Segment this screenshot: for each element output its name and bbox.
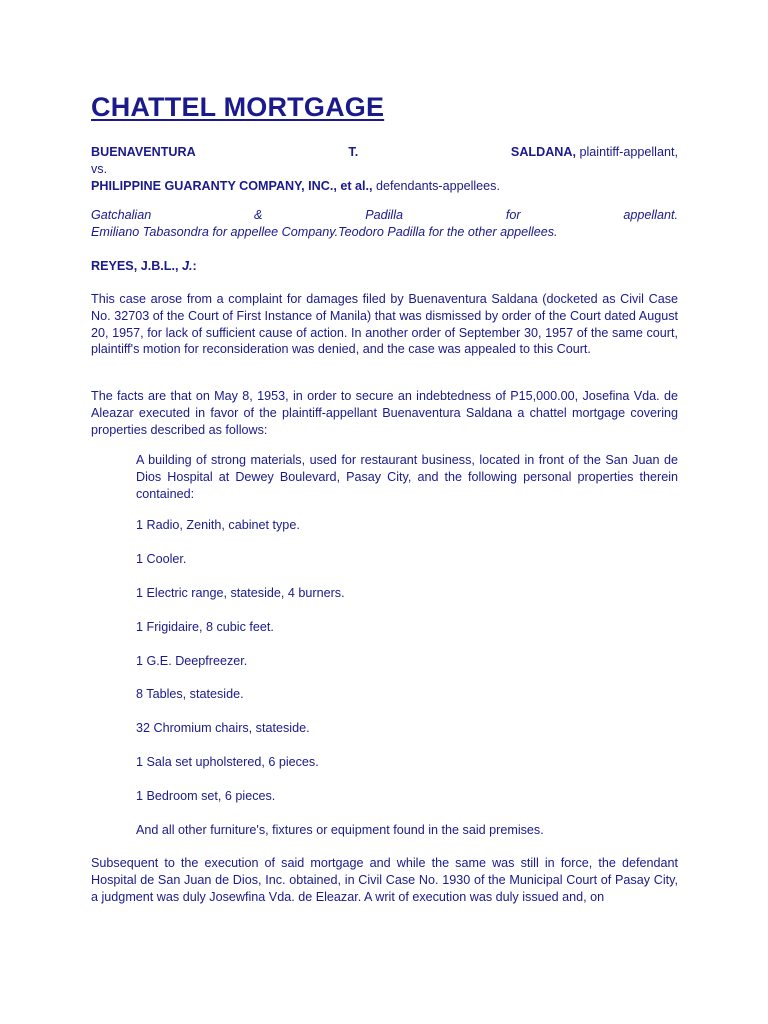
property-item: 1 Electric range, stateside, 4 burners. <box>136 586 345 600</box>
paragraph-3: Subsequent to the execution of said mortgage and while the same was still in force, the defendant Hospital de San Juan de Dios, Inc. obtained, in Civil Case No. 1930 of the Municipal Court of Pasay City, a judgment was duly Josewfina Vda. de Eleazar. A writ of execution was duly issued and, on <box>91 856 678 904</box>
document-title: CHATTEL MORTGAGE <box>91 92 385 122</box>
counsel-word: appellant. <box>623 208 678 222</box>
property-item: 1 G.E. Deepfreezer. <box>136 654 248 668</box>
property-item: And all other furniture's, fixtures or equipment found in the said premises. <box>136 823 544 837</box>
property-item: 32 Chromium chairs, stateside. <box>136 721 310 735</box>
plaintiff-last-name-role <box>511 144 678 161</box>
quoted-description: A building of strong materials, used for restaurant business, located in front of the San Juan de Dios Hospital at Dewey Boulevard, Pasay City, and the following personal properties therein contained: <box>136 453 678 501</box>
plaintiff-last-name: SALDANA, <box>510 145 576 159</box>
property-item: 8 Tables, stateside. <box>136 687 244 701</box>
ponente-name: REYES, J.B.L., <box>91 259 182 273</box>
counsel-word: for <box>505 208 521 222</box>
counsel-line-appellant <box>91 207 678 224</box>
defendant-line <box>91 178 678 195</box>
counsel-block <box>91 207 678 241</box>
ponente-suffix: J. <box>181 259 193 273</box>
plaintiff-line <box>91 144 678 161</box>
counsel-word: Padilla <box>365 208 404 222</box>
counsel-word: Gatchalian <box>91 208 152 222</box>
plaintiff-role: plaintiff-appellant, <box>576 145 678 159</box>
property-item: 1 Frigidaire, 8 cubic feet. <box>136 620 274 634</box>
defendant-role: defendants-appellees. <box>372 178 500 193</box>
property-item: 1 Cooler. <box>136 552 187 566</box>
plaintiff-first-name: BUENAVENTURA <box>91 145 196 159</box>
property-item: 1 Sala set upholstered, 6 pieces. <box>136 755 319 769</box>
property-item: 1 Radio, Zenith, cabinet type. <box>136 518 300 532</box>
paragraph-1: This case arose from a complaint for damages filed by Buenaventura Saldana (docketed as Civil Case No. 32703 of the Court of First Instance of Manila) that was dismissed by order of the Court dated August 20, 1957, for lack of sufficient cause of action. In another order of September 30, 1957 of the same court, plaintiff's motion for reconsideration was denied, and the case was appealed to this Court. <box>91 292 678 357</box>
ponente-colon: : <box>192 259 197 273</box>
paragraph-2: The facts are that on May 8, 1953, in order to secure an indebtedness of P15,000.00, Josefina Vda. de Aleazar executed in favor of the plaintiff-appellant Buenaventura Saldana a chattel mortgage covering properties described as follows: <box>91 389 678 437</box>
ponente-line <box>91 258 678 275</box>
plaintiff-middle-initial: T. <box>348 145 359 159</box>
versus-label: vs. <box>91 161 108 176</box>
defendant-name: PHILIPPINE GUARANTY COMPANY, INC., et al., <box>91 178 373 193</box>
counsel-line-appellees: Emiliano Tabasondra for appellee Company.Teodoro Padilla for the other appellees. <box>91 224 558 239</box>
property-item: 1 Bedroom set, 6 pieces. <box>136 789 276 803</box>
case-parties <box>91 144 678 194</box>
counsel-word: & <box>254 208 263 222</box>
